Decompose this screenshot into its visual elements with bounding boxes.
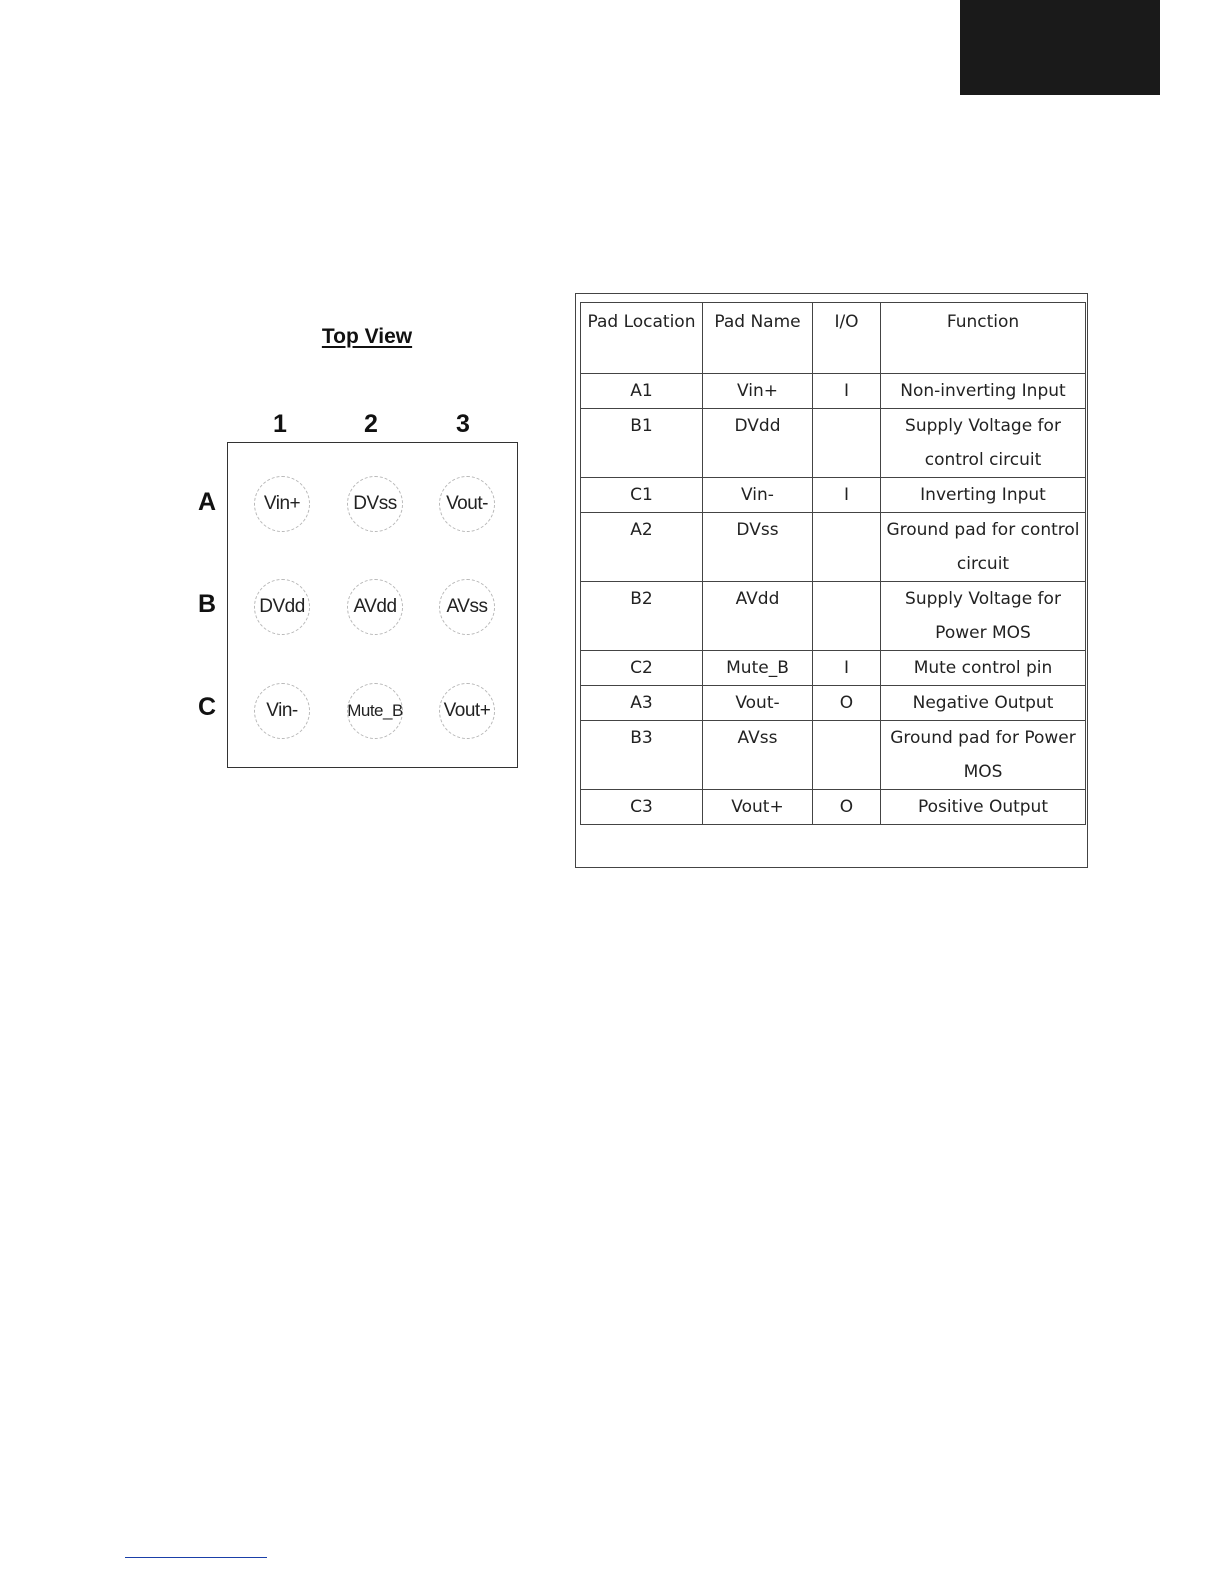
pad-label: DVdd bbox=[259, 596, 305, 617]
pad-a1 bbox=[254, 476, 310, 532]
pad-a2 bbox=[347, 476, 403, 532]
cell-io bbox=[813, 513, 881, 582]
pad-label: Vin+ bbox=[263, 493, 301, 514]
table-row bbox=[581, 478, 1086, 513]
header-pad-location: Pad Location bbox=[581, 303, 703, 374]
pad-b2 bbox=[347, 579, 403, 635]
cell-pad-location: B3 bbox=[581, 721, 703, 790]
cell-pad-location: A2 bbox=[581, 513, 703, 582]
footer-link-underline bbox=[125, 1557, 267, 1558]
cell-function: Inverting Input bbox=[881, 478, 1086, 513]
cell-pad-location: C1 bbox=[581, 478, 703, 513]
cell-function: Positive Output bbox=[881, 790, 1086, 825]
cell-pad-location: B2 bbox=[581, 582, 703, 651]
table-row bbox=[581, 513, 1086, 582]
cell-function: Mute control pin bbox=[881, 651, 1086, 686]
cell-io: I bbox=[813, 374, 881, 409]
table-header-row bbox=[581, 303, 1086, 374]
pad-label: Mute_B bbox=[347, 701, 403, 720]
cell-pad-location: C3 bbox=[581, 790, 703, 825]
pad-label: Vin- bbox=[266, 700, 298, 721]
cell-pad-name: Vout+ bbox=[703, 790, 813, 825]
cell-io bbox=[813, 721, 881, 790]
pad-a3 bbox=[439, 476, 495, 532]
cell-pad-location: C2 bbox=[581, 651, 703, 686]
cell-function: Supply Voltage for control circuit bbox=[881, 409, 1086, 478]
column-label-1: 1 bbox=[273, 410, 287, 438]
cell-pad-name: Mute_B bbox=[703, 651, 813, 686]
cell-function: Ground pad for control circuit bbox=[881, 513, 1086, 582]
cell-io: O bbox=[813, 790, 881, 825]
pad-b1 bbox=[254, 579, 310, 635]
cell-function: Negative Output bbox=[881, 686, 1086, 721]
row-label-c: C bbox=[197, 693, 217, 721]
pad-label: AVss bbox=[446, 596, 488, 617]
table-row bbox=[581, 374, 1086, 409]
cell-io: O bbox=[813, 686, 881, 721]
pad-label: Vout+ bbox=[443, 700, 491, 721]
column-label-2: 2 bbox=[364, 410, 378, 438]
table-row bbox=[581, 790, 1086, 825]
cell-pad-name: AVdd bbox=[703, 582, 813, 651]
row-label-a: A bbox=[197, 488, 217, 516]
table-row bbox=[581, 686, 1086, 721]
die-outline bbox=[227, 442, 518, 768]
header-io: I/O bbox=[813, 303, 881, 374]
table-row bbox=[581, 409, 1086, 478]
table-row bbox=[581, 651, 1086, 686]
cell-io: I bbox=[813, 478, 881, 513]
pad-c3 bbox=[439, 683, 495, 739]
header-function: Function bbox=[881, 303, 1086, 374]
pad-label: Vout- bbox=[446, 493, 488, 514]
cell-io bbox=[813, 409, 881, 478]
cell-pad-location: B1 bbox=[581, 409, 703, 478]
cell-pad-location: A1 bbox=[581, 374, 703, 409]
top-view-title: Top View bbox=[321, 325, 413, 348]
table-row bbox=[581, 721, 1086, 790]
pad-label: DVss bbox=[353, 493, 397, 514]
cell-pad-name: DVss bbox=[703, 513, 813, 582]
pad-c1 bbox=[254, 683, 310, 739]
cell-pad-name: AVss bbox=[703, 721, 813, 790]
cell-function: Non-inverting Input bbox=[881, 374, 1086, 409]
cell-pad-name: Vin+ bbox=[703, 374, 813, 409]
cell-pad-location: A3 bbox=[581, 686, 703, 721]
corner-header-block bbox=[960, 0, 1160, 95]
pad-b3 bbox=[439, 579, 495, 635]
cell-pad-name: Vout- bbox=[703, 686, 813, 721]
column-label-3: 3 bbox=[456, 410, 470, 438]
pad-c2 bbox=[347, 683, 403, 739]
table-row bbox=[581, 582, 1086, 651]
pad-label: AVdd bbox=[353, 596, 397, 617]
header-pad-name: Pad Name bbox=[703, 303, 813, 374]
cell-pad-name: DVdd bbox=[703, 409, 813, 478]
cell-io: I bbox=[813, 651, 881, 686]
cell-io bbox=[813, 582, 881, 651]
pad-function-table bbox=[580, 302, 1086, 825]
cell-function: Supply Voltage for Power MOS bbox=[881, 582, 1086, 651]
cell-function: Ground pad for Power MOS bbox=[881, 721, 1086, 790]
row-label-b: B bbox=[197, 590, 217, 618]
cell-pad-name: Vin- bbox=[703, 478, 813, 513]
